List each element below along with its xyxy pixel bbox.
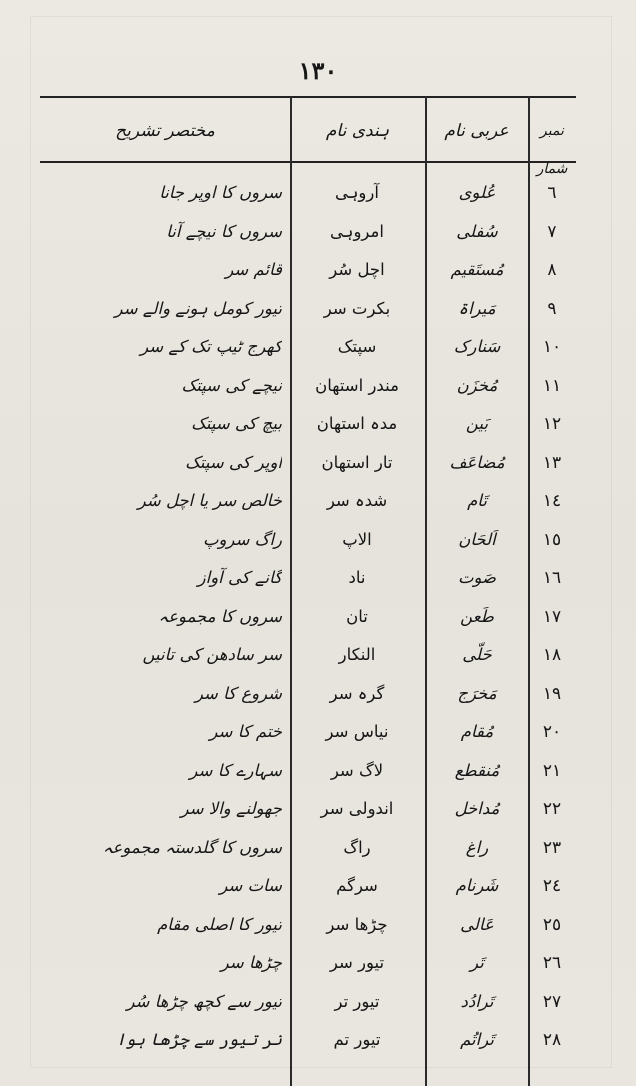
description: ختم کا سر [209, 722, 282, 741]
table-row [0, 868, 636, 904]
arabic-name: شَرنام [455, 876, 499, 895]
table-row [0, 291, 636, 327]
table-row [0, 984, 636, 1020]
table-row [0, 368, 636, 404]
arabic-name: مُخزَن [456, 375, 498, 395]
arabic-name: صَوت [457, 568, 497, 587]
table-row [0, 252, 636, 288]
serial-number: ٨ [547, 260, 557, 280]
description: گانے کی آواز [197, 568, 282, 587]
table-row [0, 599, 636, 635]
serial-number: ٢٥ [542, 914, 562, 935]
arabic-name: تَراتُم [460, 1030, 494, 1049]
description: سر سادھن کی تانیں [142, 645, 282, 664]
arabic-name: مَیراۃ [458, 298, 496, 318]
arabic-name: مَخرَج [457, 683, 497, 703]
arabic-name: راغ [465, 837, 489, 857]
table-row [0, 560, 636, 596]
table-row [0, 945, 636, 981]
description: بیچ کی سپتک [191, 414, 282, 433]
header-arabic-name: عربی نام [444, 121, 509, 141]
hindi-name: تان [346, 606, 368, 626]
hindi-name: امروہی [330, 221, 384, 241]
arabic-name: سُفلی [456, 221, 498, 241]
hindi-name: الاپ [342, 529, 372, 549]
arabic-name: تَام [467, 491, 487, 510]
serial-number: ١٥ [542, 529, 562, 550]
serial-number: ٢٢ [542, 799, 562, 819]
hindi-name: تیور تم [333, 1030, 381, 1049]
hindi-name: مندر استھان [315, 375, 399, 395]
arabic-name: مُداخل [454, 799, 500, 818]
description: تیور کا اصلی مقام [157, 914, 282, 934]
table-row [0, 830, 636, 866]
serial-number: ١٢ [542, 414, 562, 434]
hindi-name: سپتک [337, 337, 377, 356]
hindi-name: نیاس سر [325, 722, 389, 741]
arabic-name: مُقام [460, 722, 494, 741]
table-row [0, 175, 636, 211]
arabic-name: بَین [465, 414, 489, 433]
description: سروں کا مجموعہ [158, 606, 282, 626]
description: سہارے کا سر [189, 760, 282, 780]
table-row [0, 445, 636, 481]
hindi-name: سرگم [336, 876, 378, 895]
table-row [0, 214, 636, 250]
arabic-name: عُلوی [458, 183, 496, 202]
arabic-name: سَنارک [453, 337, 501, 356]
table-row [0, 791, 636, 827]
arabic-name: مُستَقیم [450, 260, 504, 279]
arabic-name: تَرادُد [460, 991, 494, 1011]
serial-number: ٢٣ [542, 837, 562, 858]
header-description: مختصر تشریح [115, 121, 215, 141]
hindi-name: آروہی [335, 183, 379, 202]
table-row [0, 1022, 636, 1058]
hindi-name: تیور سر [329, 953, 385, 972]
serial-number: ٧ [547, 221, 557, 242]
serial-number: ٢٠ [542, 722, 562, 742]
arabic-name: طَعن [460, 606, 494, 626]
description: نیچے کی سپتک [181, 375, 282, 395]
arabic-name: عَالی [460, 914, 494, 934]
serial-number: ٢٧ [542, 991, 562, 1012]
serial-number: ١٤ [542, 491, 562, 511]
table-row [0, 637, 636, 673]
hindi-name: راگ [343, 837, 371, 857]
arabic-name: تَر [470, 953, 484, 972]
table-top-rule [40, 96, 576, 98]
table-row [0, 714, 636, 750]
serial-number: ٢٨ [542, 1030, 562, 1050]
serial-number: ١٠ [542, 337, 562, 357]
serial-number: ٢٦ [542, 953, 562, 973]
arabic-name: مُنقطع [454, 760, 500, 780]
table-row [0, 406, 636, 442]
serial-number: ١٣ [542, 452, 562, 473]
description: خالص سر یا اچل سُر [137, 491, 282, 510]
serial-number: ٩ [547, 298, 557, 319]
table-row [0, 753, 636, 789]
serial-number: ٢٤ [542, 876, 562, 896]
hindi-name: گرہ سر [329, 683, 385, 703]
description: چڑھا سر [220, 953, 282, 972]
header-serial: نمبر شمار [536, 123, 568, 177]
description: سات سر [219, 876, 282, 895]
description: سروں کا نیچے آنا [166, 221, 282, 241]
arabic-name: اَلحَان [458, 529, 496, 549]
description: کھرج ٹیپ تک کے سر [140, 337, 282, 356]
header-hindi-name: ہندی نام [325, 121, 390, 141]
table-row [0, 522, 636, 558]
hindi-name: چڑھا سر [326, 914, 388, 934]
serial-number: ٦ [547, 183, 557, 203]
hindi-name: شدہ سر [326, 491, 388, 510]
hindi-name: ناد [348, 568, 366, 587]
serial-number: ١٩ [542, 683, 562, 704]
description: تیور کومل ہونے والے سر [114, 298, 282, 318]
description: قائم سر [225, 260, 282, 279]
hindi-name: النکار [338, 645, 376, 664]
hindi-name: مدہ استھان [316, 414, 398, 433]
serial-number: ١٧ [542, 606, 562, 627]
hindi-name: اندولی سر [320, 799, 394, 818]
table-header-rule [40, 161, 576, 163]
table-row [0, 676, 636, 712]
description: راگ سروپ [203, 529, 282, 549]
table-row [0, 329, 636, 365]
description: تیور سے کچھ چڑھا سُر [126, 991, 282, 1011]
page-number: ۱۳۰ [298, 56, 338, 85]
description: جھولنے والا سر [180, 799, 282, 818]
table-row [0, 907, 636, 943]
serial-number: ٢١ [542, 760, 562, 781]
serial-number: ١٨ [542, 645, 562, 665]
hindi-name: لاگ سر [330, 760, 384, 780]
description: سروں کا اوپر جانا [159, 183, 282, 202]
description: سروں کا گلدستہ مجموعہ [102, 837, 282, 857]
description: شروع کا سر [194, 683, 282, 703]
hindi-name: تار استھان [321, 452, 393, 472]
serial-number: ١٦ [542, 568, 562, 588]
hindi-name: تیور تر [334, 991, 380, 1011]
arabic-name: حَلّی [462, 645, 492, 664]
hindi-name: اچل سُر [329, 260, 385, 279]
arabic-name: مُضاعَف [449, 452, 505, 472]
hindi-name: بکرت سر [323, 298, 391, 318]
description: اوپر کی سپتک [185, 452, 282, 472]
serial-number: ١١ [542, 375, 562, 396]
description: تر تیور سے چڑھا ہوا [116, 1030, 282, 1049]
table-row [0, 483, 636, 519]
